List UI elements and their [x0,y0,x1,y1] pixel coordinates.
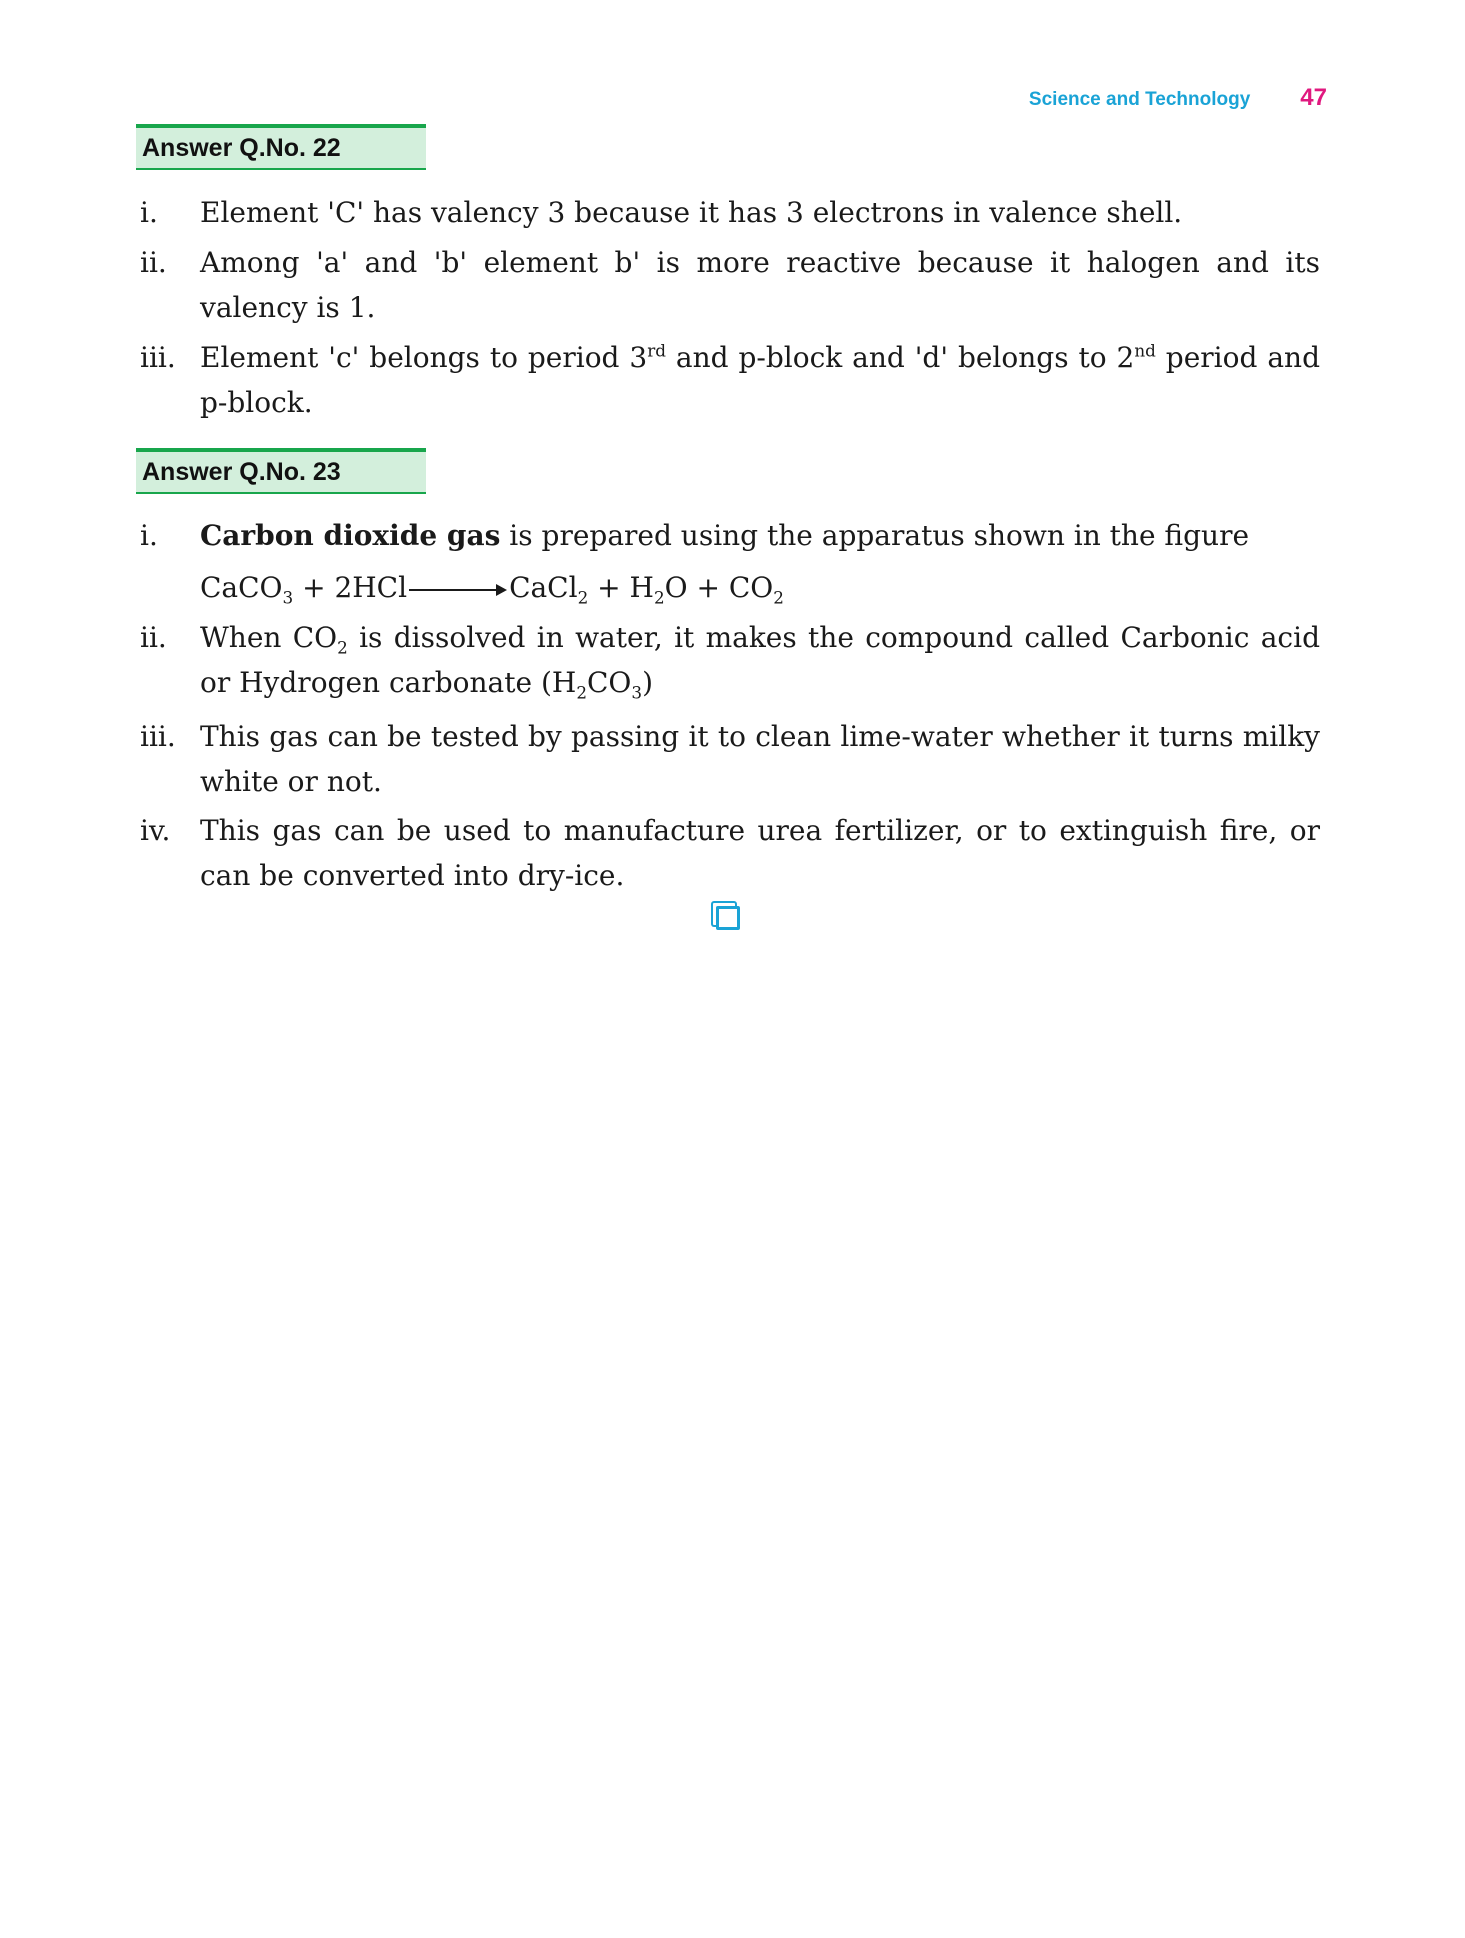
reaction-arrow-icon [409,585,507,595]
item-text: Element 'c' belongs to period 3rd and p-block and 'd' belongs to 2nd period and p-block. [200,340,1320,419]
section-heading-q22: Answer Q.No. 22 [136,124,426,170]
running-head [1029,84,1327,112]
item-number: ii. [140,246,167,279]
item-text: Element 'C' has valency 3 because it has 3 electrons in valence shell. [200,196,1183,229]
item-number: iii. [140,720,176,753]
section-heading-q23: Answer Q.No. 23 [136,448,426,494]
end-of-section-icon [716,906,740,930]
running-head-title: Science and Technology [1028,89,1251,110]
item-number: i. [140,519,158,552]
item-text: Carbon dioxide gas is prepared using the apparatus shown in the figure [200,519,1250,552]
item-text: Among 'a' and 'b' element b' is more reactive because it halogen and its valency is 1. [200,246,1320,324]
item-text: When $CO_2$ is dissolved in water, it makes the compound called Carbonic acid or Hydrogen carbonate $(H_2CO_3)$ [200,621,1320,703]
item-number: iii. [140,341,176,374]
item-number: ii. [140,621,167,654]
page-number: 47 [1300,84,1327,111]
item-text: This gas can be used to manufacture urea fertilizer, or to extinguish fire, or can be converted into dry-ice. [200,814,1320,892]
item-text: This gas can be tested by passing it to clean lime-water whether it turns milky white or not. [200,720,1320,798]
item-number: iv. [140,814,171,847]
item-number: i. [140,196,158,229]
